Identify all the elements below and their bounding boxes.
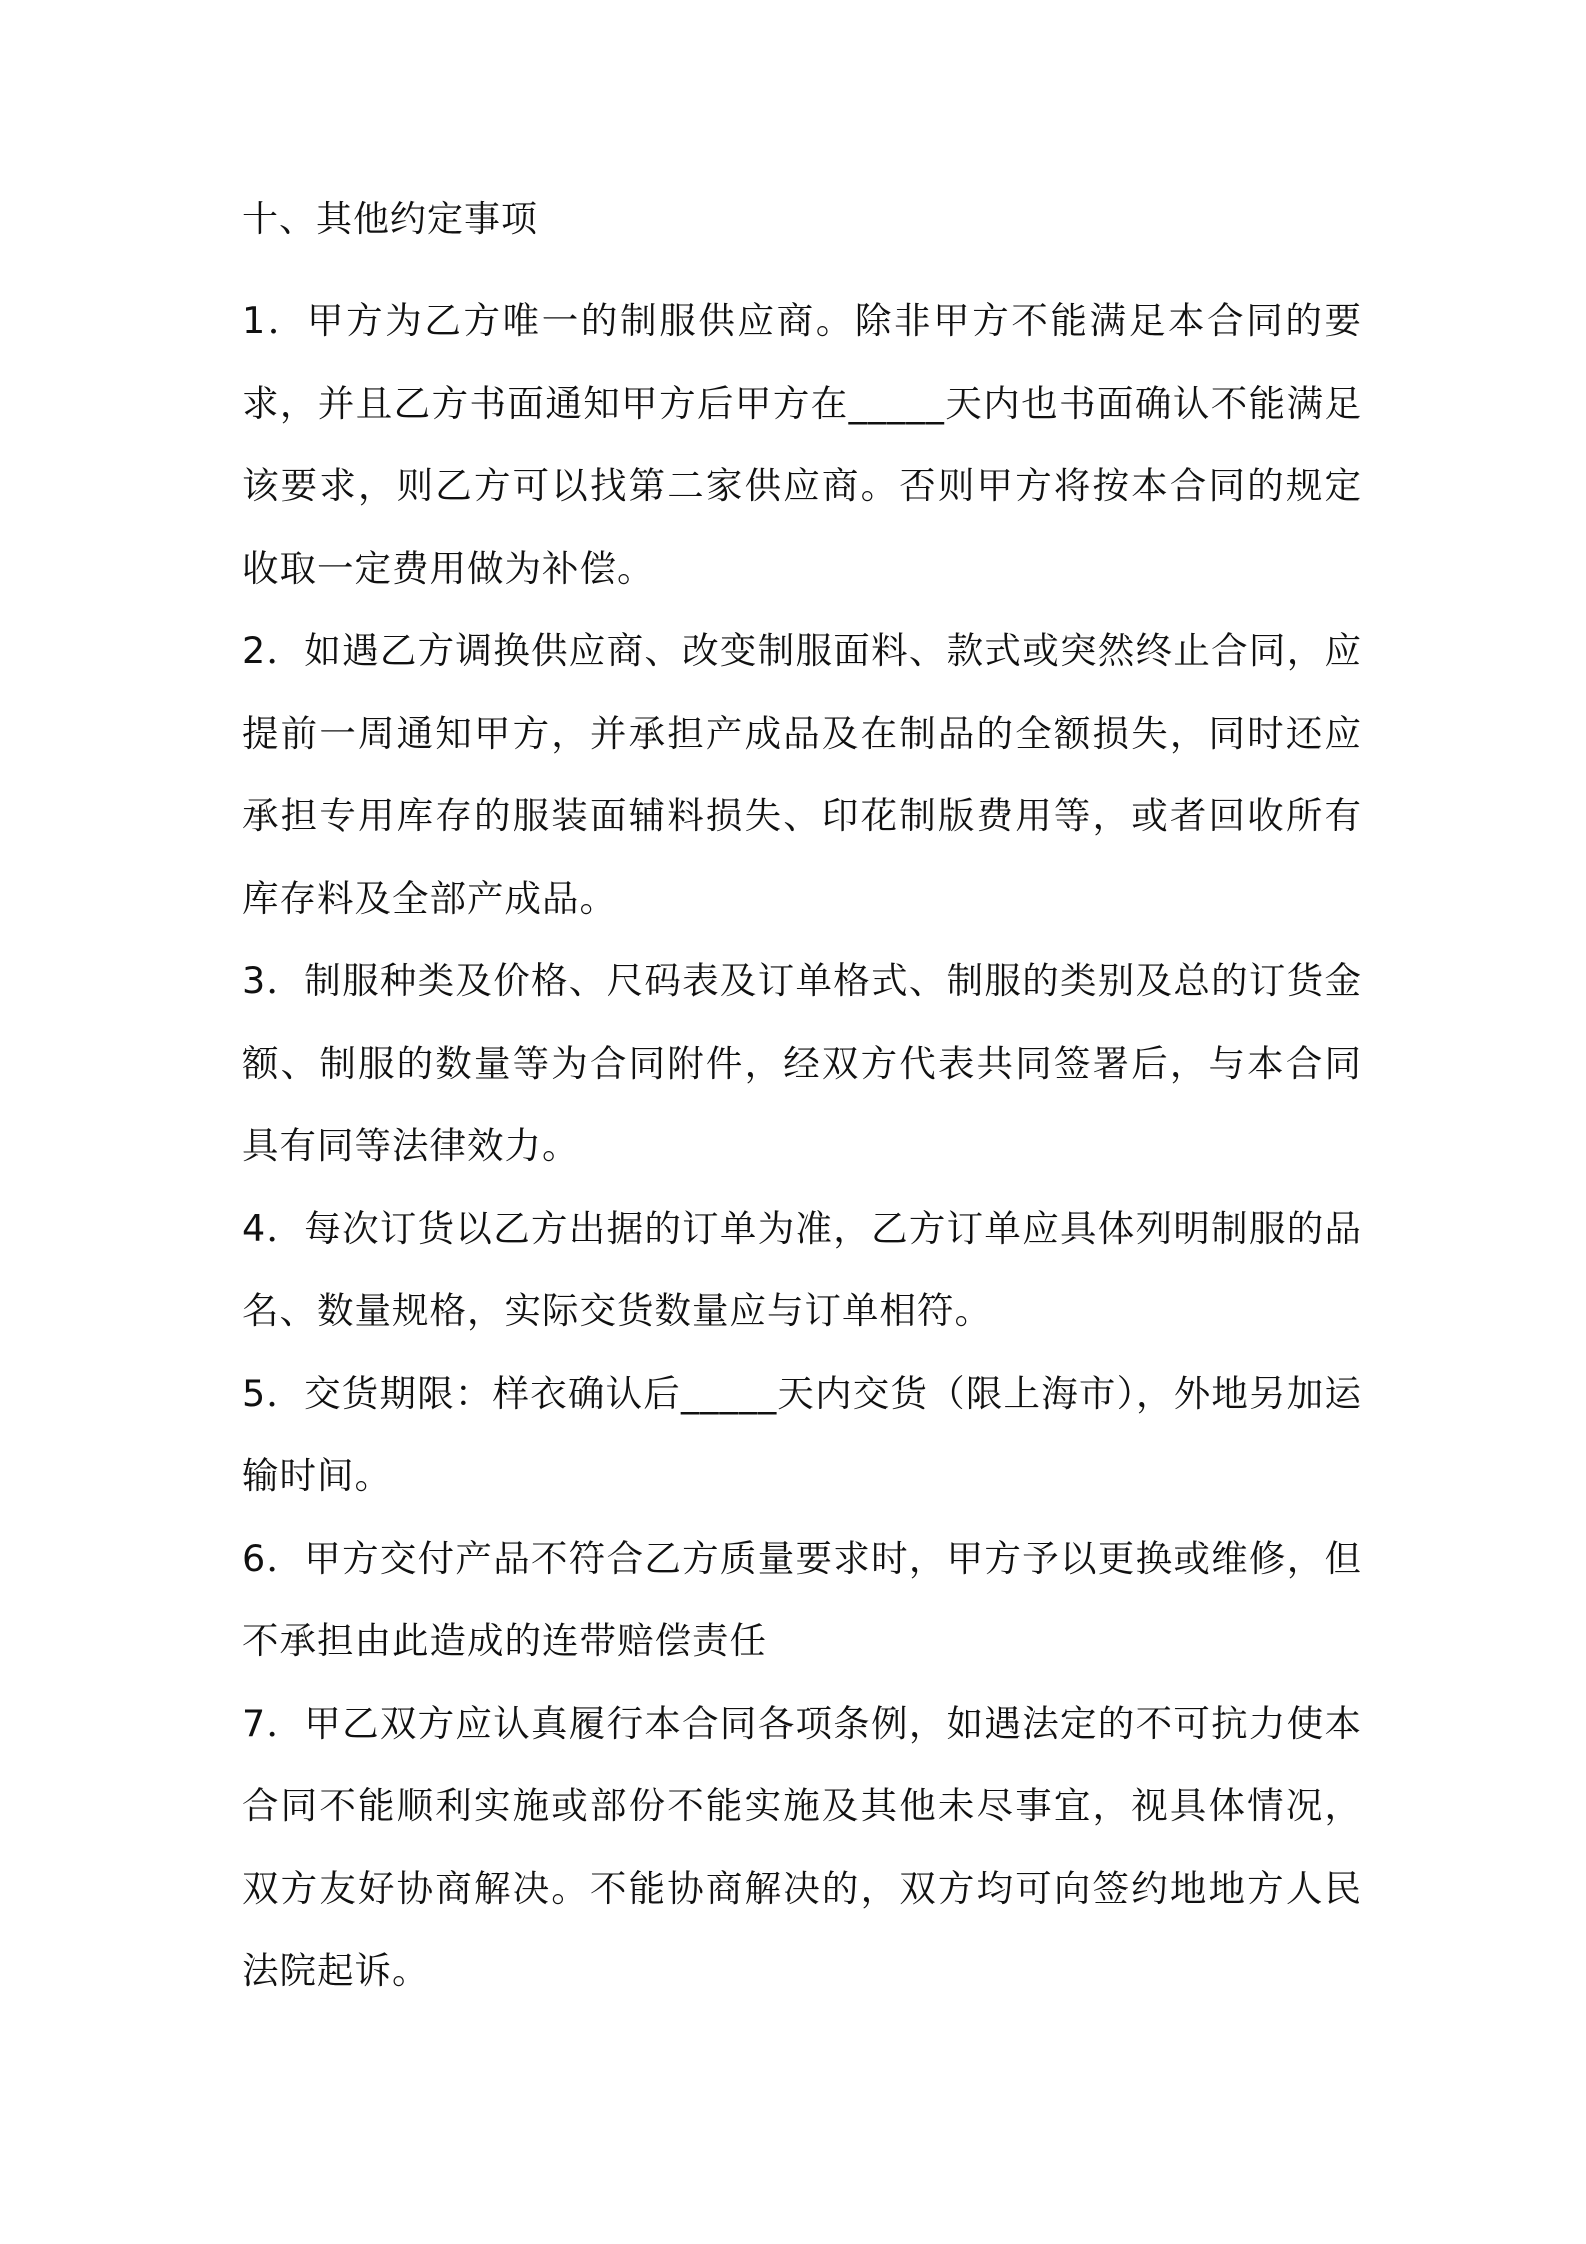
document-body	[242, 198, 1362, 2013]
section-heading: 十、其他约定事项	[242, 199, 539, 240]
clause-2: 2．如遇乙方调换供应商、改变制服面料、款式或突然终止合同，应提前一周通知甲方，并承担产成品及在制品的全额损失，同时还应承担专用库存的服装面辅料损失、印花制版费用等，或者回收所有库存料及全部产成品。	[242, 629, 1362, 920]
clause-3: 3．制服种类及价格、尺码表及订单格式、制服的类别及总的订货金额、制服的数量等为合同附件，经双方代表共同签署后，与本合同具有同等法律效力。	[242, 959, 1362, 1167]
clause-4: 4．每次订货以乙方出据的订单为准，乙方订单应具体列明制服的品名、数量规格，实际交货数量应与订单相符。	[242, 1206, 1362, 1332]
clause-7: 7．甲乙双方应认真履行本合同各项条例，如遇法定的不可抗力使本合同不能顺利实施或部份不能实施及其他未尽事宜，视具体情况，双方友好协商解决。不能协商解决的，双方均可向签约地地方人民法院起诉。	[242, 1701, 1362, 1992]
clause-6: 6．甲方交付产品不符合乙方质量要求时，甲方予以更换或维修，但不承担由此造成的连带赔偿责任	[242, 1536, 1362, 1662]
clause-5: 5．交货期限：样衣确认后_____天内交货（限上海市），外地另加运输时间。	[242, 1371, 1362, 1497]
clause-1: 1．甲方为乙方唯一的制服供应商。除非甲方不能满足本合同的要求，并且乙方书面通知甲方后甲方在_____天内也书面确认不能满足该要求，则乙方可以找第二家供应商。否则甲方将按本合同的规定收取一定费用做为补偿。	[242, 299, 1362, 590]
